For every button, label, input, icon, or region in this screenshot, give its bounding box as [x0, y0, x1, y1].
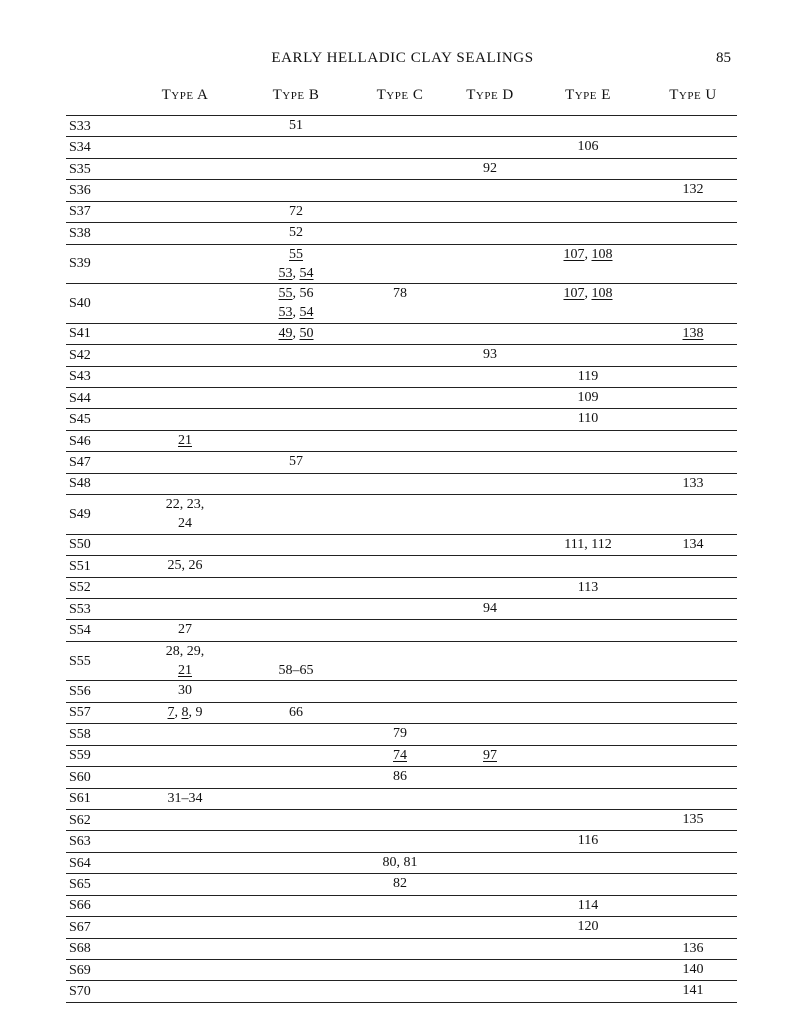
cell-type-c [350, 746, 450, 765]
cell-line [246, 324, 346, 343]
table-row [66, 746, 737, 767]
column-header-a: Type A [161, 87, 209, 103]
cell-type-b [246, 223, 346, 242]
number: 136 [682, 940, 704, 956]
cell-type-e [538, 388, 638, 407]
number: , [584, 246, 592, 262]
cell-type-d [440, 345, 540, 364]
cell-line [643, 810, 743, 829]
table-row [66, 681, 737, 702]
number: 30 [178, 683, 192, 699]
row-id: S55 [69, 653, 91, 669]
cell-type-a [135, 642, 235, 680]
underlined-number: 74 [393, 747, 407, 763]
cell-type-a [135, 431, 235, 450]
table-row [66, 789, 737, 810]
cell-line [643, 981, 743, 1000]
cell-line [246, 284, 346, 303]
cell-line [350, 767, 450, 786]
cell-line [440, 599, 540, 618]
cell-type-c [350, 767, 450, 786]
table-row [66, 599, 737, 620]
column-header-c: Type C [376, 87, 424, 103]
number: 24 [178, 516, 192, 532]
cell-type-e [538, 896, 638, 915]
underlined-number: 107 [563, 286, 585, 302]
cell-type-e [538, 284, 638, 303]
table-body [66, 115, 737, 1003]
row-id: S53 [69, 601, 91, 617]
cell-type-b [246, 452, 346, 471]
row-id: S64 [69, 855, 91, 871]
number: 114 [577, 897, 599, 913]
number: 119 [577, 368, 599, 384]
cell-line [440, 159, 540, 178]
cell-line [643, 324, 743, 343]
column-header-b: Type B [272, 87, 320, 103]
row-id: S48 [69, 476, 91, 492]
row-id: S34 [69, 140, 91, 156]
number: , [584, 286, 592, 302]
cell-line [246, 661, 346, 680]
cell-type-a [135, 789, 235, 808]
cell-line [350, 724, 450, 743]
table-row [66, 535, 737, 556]
cell-line [246, 303, 346, 322]
number: 116 [577, 833, 599, 849]
cell-type-u [643, 981, 743, 1000]
row-id: S45 [69, 412, 91, 428]
cell-type-u [643, 535, 743, 554]
number: 72 [289, 203, 303, 219]
underlined-number: 108 [591, 246, 613, 262]
cell-line [538, 245, 638, 264]
cell-type-u [643, 324, 743, 343]
underlined-number: 54 [299, 305, 314, 321]
cell-line [135, 642, 235, 661]
cell-line [538, 367, 638, 386]
number: 120 [577, 919, 599, 935]
underlined-number: 49 [278, 325, 293, 341]
cell-type-u [643, 180, 743, 199]
number: 86 [393, 769, 407, 785]
cell-type-b [246, 284, 346, 322]
table-row [66, 115, 737, 137]
underlined-number: 108 [591, 286, 613, 302]
table-row [66, 981, 737, 1002]
number: 22, 23, [165, 497, 205, 513]
cell-type-u [643, 939, 743, 958]
number: 66 [289, 704, 303, 720]
number: 28, 29, [165, 643, 205, 659]
number: 82 [393, 876, 407, 892]
cell-line [440, 746, 540, 765]
row-id: S59 [69, 748, 91, 764]
cell-type-d [440, 159, 540, 178]
row-id: S63 [69, 834, 91, 850]
column-header-e: Type E [565, 87, 611, 103]
row-id: S58 [69, 726, 91, 742]
table-row [66, 345, 737, 366]
cell-line [135, 681, 235, 700]
number: 141 [682, 983, 704, 999]
underlined-number: 53 [278, 265, 293, 281]
table-row [66, 960, 737, 981]
cell-line [246, 245, 346, 264]
cell-type-a [135, 620, 235, 639]
row-id: S61 [69, 791, 91, 807]
page-title: EARLY HELLADIC CLAY SEALINGS [271, 50, 534, 66]
cell-type-d [440, 746, 540, 765]
row-id: S42 [69, 347, 91, 363]
row-id: S51 [69, 558, 91, 574]
cell-type-u [643, 474, 743, 493]
cell-line [135, 789, 235, 808]
row-id: S50 [69, 537, 91, 553]
number: , 9 [188, 704, 203, 720]
table-row [66, 431, 737, 452]
cell-line [246, 642, 346, 661]
row-id: S43 [69, 369, 91, 385]
number: 92 [483, 160, 497, 176]
row-id: S52 [69, 580, 91, 596]
underlined-number: 107 [563, 246, 585, 262]
underlined-number: 55 [289, 246, 303, 262]
cell-line [440, 345, 540, 364]
row-id: S49 [69, 506, 91, 522]
cell-line [643, 535, 743, 554]
row-id: S44 [69, 390, 91, 406]
row-id: S68 [69, 941, 91, 957]
table-row [66, 367, 737, 388]
number: 106 [577, 139, 599, 155]
underlined-number: 138 [682, 325, 704, 341]
row-id: S36 [69, 183, 91, 199]
number: 31–34 [167, 790, 203, 806]
table-row [66, 642, 737, 682]
cell-type-b [246, 703, 346, 722]
cell-type-a [135, 556, 235, 575]
cell-type-b [246, 324, 346, 343]
row-id: S62 [69, 812, 91, 828]
table-row [66, 202, 737, 223]
number: 79 [393, 726, 407, 742]
cell-type-a [135, 703, 235, 722]
table-row [66, 831, 737, 852]
row-id: S56 [69, 684, 91, 700]
table-row [66, 939, 737, 960]
number: 132 [682, 182, 704, 198]
underlined-number: 53 [278, 305, 293, 321]
cell-type-e [538, 245, 638, 264]
number: , [174, 704, 182, 720]
number: 25, 26 [167, 558, 203, 574]
cell-type-c [350, 853, 450, 872]
cell-line [135, 661, 235, 680]
row-id: S41 [69, 326, 91, 342]
table-row [66, 388, 737, 409]
number: 58–65 [278, 662, 314, 678]
table-row [66, 810, 737, 831]
table-row [66, 917, 737, 938]
cell-type-c [350, 284, 450, 303]
row-id: S60 [69, 769, 91, 785]
table-row [66, 874, 737, 895]
column-header-u: Type U [669, 87, 717, 103]
number: 51 [289, 118, 303, 133]
row-id: S57 [69, 705, 91, 721]
row-id: S46 [69, 433, 91, 449]
cell-line [643, 939, 743, 958]
cell-line [246, 116, 346, 135]
column-headers [66, 87, 737, 115]
row-id: S70 [69, 984, 91, 1000]
cell-type-e [538, 578, 638, 597]
cell-type-b [246, 642, 346, 680]
number: 94 [483, 600, 497, 616]
table-row [66, 556, 737, 577]
underlined-number: 21 [178, 432, 192, 448]
number: 52 [289, 225, 303, 241]
cell-type-d [440, 599, 540, 618]
cell-line [538, 535, 638, 554]
cell-type-u [643, 960, 743, 979]
number: 135 [682, 811, 704, 827]
page-number: 85 [716, 50, 731, 66]
number: , [292, 325, 300, 341]
table-row [66, 578, 737, 599]
row-id: S39 [69, 256, 91, 272]
cell-type-e [538, 535, 638, 554]
table-row [66, 620, 737, 641]
table-row [66, 452, 737, 473]
cell-line [538, 137, 638, 156]
number: , [292, 265, 300, 281]
cell-line [538, 896, 638, 915]
row-id: S37 [69, 204, 91, 220]
number: , 56 [292, 286, 314, 302]
cell-type-c [350, 874, 450, 893]
table-row [66, 703, 737, 724]
cell-line [350, 853, 450, 872]
number: 78 [393, 286, 407, 302]
table-row [66, 495, 737, 535]
row-id: S66 [69, 898, 91, 914]
cell-type-b [246, 202, 346, 221]
cell-type-u [643, 810, 743, 829]
table-row [66, 284, 737, 324]
cell-type-a [135, 495, 235, 533]
cell-type-e [538, 137, 638, 156]
sealings-table [66, 87, 737, 1003]
cell-line [643, 960, 743, 979]
table-row [66, 409, 737, 430]
cell-line [246, 452, 346, 471]
cell-line [246, 703, 346, 722]
number: 57 [289, 454, 303, 470]
cell-line [538, 388, 638, 407]
cell-line [350, 284, 450, 303]
underlined-number: 21 [178, 662, 192, 678]
number: 140 [682, 962, 704, 977]
row-id: S35 [69, 161, 91, 177]
cell-line [350, 746, 450, 765]
row-id: S65 [69, 876, 91, 892]
cell-line [246, 223, 346, 242]
number: , [292, 305, 300, 321]
cell-line [135, 703, 235, 722]
row-id: S69 [69, 962, 91, 978]
cell-line [538, 831, 638, 850]
column-header-d: Type D [466, 87, 514, 103]
cell-line [246, 202, 346, 221]
cell-line [538, 578, 638, 597]
number: 93 [483, 347, 497, 363]
table-row [66, 474, 737, 495]
cell-type-b [246, 245, 346, 283]
underlined-number: 97 [483, 747, 497, 763]
cell-line [135, 556, 235, 575]
row-id: S54 [69, 623, 91, 639]
cell-type-e [538, 367, 638, 386]
underlined-number: 7 [167, 704, 175, 720]
cell-type-e [538, 831, 638, 850]
cell-line [135, 495, 235, 514]
cell-line [135, 620, 235, 639]
row-id: S33 [69, 118, 91, 134]
cell-line [538, 917, 638, 936]
number: 110 [577, 411, 599, 427]
row-id: S38 [69, 225, 91, 241]
cell-line [246, 264, 346, 283]
cell-line [538, 409, 638, 428]
row-id: S47 [69, 454, 91, 470]
table-row [66, 724, 737, 745]
cell-line [643, 474, 743, 493]
table-row [66, 159, 737, 180]
number: 134 [682, 536, 704, 552]
table-row [66, 324, 737, 345]
table-row [66, 137, 737, 158]
number: 133 [682, 475, 704, 491]
table-row [66, 245, 737, 285]
table-row [66, 180, 737, 201]
row-id: S67 [69, 919, 91, 935]
row-id: S40 [69, 295, 91, 311]
number: 109 [577, 389, 599, 405]
cell-type-c [350, 724, 450, 743]
number: 113 [577, 579, 599, 595]
cell-line [350, 874, 450, 893]
table-row [66, 896, 737, 917]
table-row [66, 853, 737, 874]
cell-line [135, 431, 235, 450]
number: 111, 112 [564, 536, 612, 552]
cell-type-e [538, 917, 638, 936]
number: 80, 81 [382, 854, 418, 870]
underlined-number: 50 [299, 325, 314, 341]
cell-line [643, 180, 743, 199]
underlined-number: 55 [278, 286, 293, 302]
cell-type-b [246, 116, 346, 135]
cell-type-e [538, 409, 638, 428]
table-row [66, 223, 737, 244]
underlined-number: 8 [181, 704, 189, 720]
cell-type-a [135, 681, 235, 700]
table-row [66, 767, 737, 788]
number: 27 [178, 622, 192, 638]
cell-line [538, 284, 638, 303]
underlined-number: 54 [299, 265, 314, 281]
cell-line [135, 514, 235, 533]
